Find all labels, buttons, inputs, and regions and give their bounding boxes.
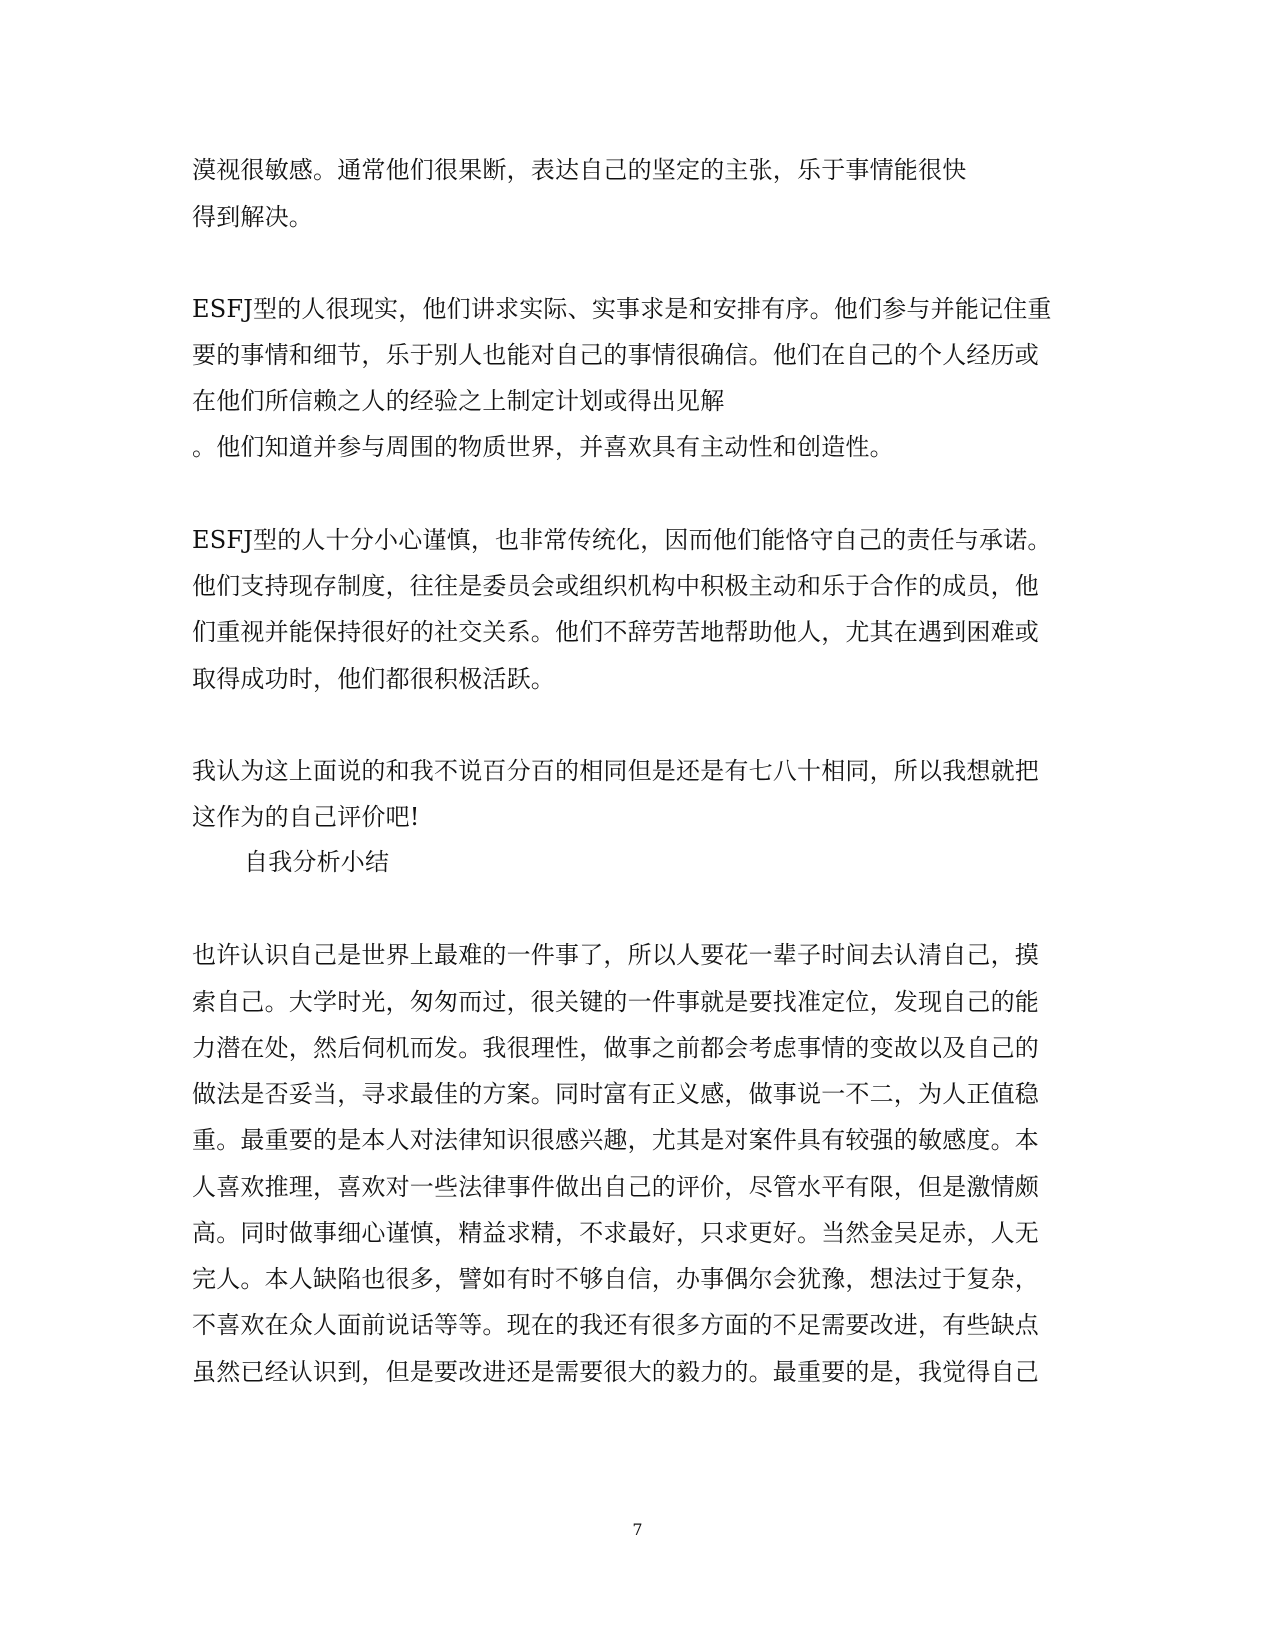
paragraph-3-line-3: 们重视并能保持很好的社交关系。他们不辞劳苦地帮助他人，尤其在遇到困难或 — [192, 618, 1039, 646]
paragraph-6-line-3: 力潜在处，然后伺机而发。我很理性，做事之前都会考虑事情的变故以及自己的 — [192, 1034, 1039, 1062]
paragraph-6-line-5: 重。最重要的是本人对法律知识很感兴趣，尤其是对案件具有较强的敏感度。本 — [192, 1126, 1039, 1154]
paragraph-2-line-4: 。他们知道并参与周围的物质世界，并喜欢具有主动性和创造性。 — [192, 433, 894, 461]
paragraph-3-line-2: 他们支持现存制度，往往是委员会或组织机构中积极主动和乐于合作的成员，他 — [192, 572, 1039, 600]
paragraph-3-line-4: 取得成功时，他们都很积极活跃。 — [192, 665, 555, 693]
paragraph-6-line-4: 做法是否妥当，寻求最佳的方案。同时富有正义感，做事说一不二，为人正值稳 — [192, 1080, 1039, 1108]
paragraph-6-line-1: 也许认识自己是世界上最难的一件事了，所以人要花一辈子时间去认清自己，摸 — [192, 941, 1039, 969]
paragraph-6-line-7: 高。同时做事细心谨慎，精益求精，不求最好，只求更好。当然金吴足赤，人无 — [192, 1219, 1039, 1247]
section-heading: 自我分析小结 — [244, 848, 390, 876]
paragraph-2-line-1: ESFJ型的人很现实，他们讲求实际、实事求是和安排有序。他们参与并能记住重 — [192, 295, 1052, 323]
paragraph-4-line-1: 我认为这上面说的和我不说百分百的相同但是还是有七八十相同，所以我想就把 — [192, 757, 1039, 785]
paragraph-3-line-1: ESFJ型的人十分小心谨慎，也非常传统化，因而他们能恪守自己的责任与承诺。 — [192, 526, 1052, 554]
paragraph-6-line-2: 索自己。大学时光，匆匆而过，很关键的一件事就是要找准定位，发现自己的能 — [192, 988, 1039, 1016]
page-number: 7 — [632, 1520, 643, 1539]
paragraph-6-line-10: 虽然已经认识到，但是要改进还是需要很大的毅力的。最重要的是，我觉得自己 — [192, 1358, 1039, 1386]
paragraph-6-line-8: 完人。本人缺陷也很多，譬如有时不够自信，办事偶尔会犹豫，想法过于复杂， — [192, 1265, 1039, 1293]
paragraph-6-line-6: 人喜欢推理，喜欢对一些法律事件做出自己的评价，尽管水平有限，但是激情颇 — [192, 1173, 1039, 1201]
paragraph-6-line-9: 不喜欢在众人面前说话等等。现在的我还有很多方面的不足需要改进，有些缺点 — [192, 1311, 1039, 1339]
paragraph-1-line-1: 漠视很敏感。通常他们很果断，表达自己的坚定的主张，乐于事情能很快 — [192, 156, 967, 184]
paragraph-2-line-3: 在他们所信赖之人的经验之上制定计划或得出见解 — [192, 387, 725, 415]
paragraph-4-line-2: 这作为的自己评价吧! — [192, 803, 420, 831]
paragraph-2-line-2: 要的事情和细节，乐于别人也能对自己的事情很确信。他们在自己的个人经历或 — [192, 341, 1039, 369]
paragraph-1-line-2: 得到解决。 — [192, 203, 313, 231]
